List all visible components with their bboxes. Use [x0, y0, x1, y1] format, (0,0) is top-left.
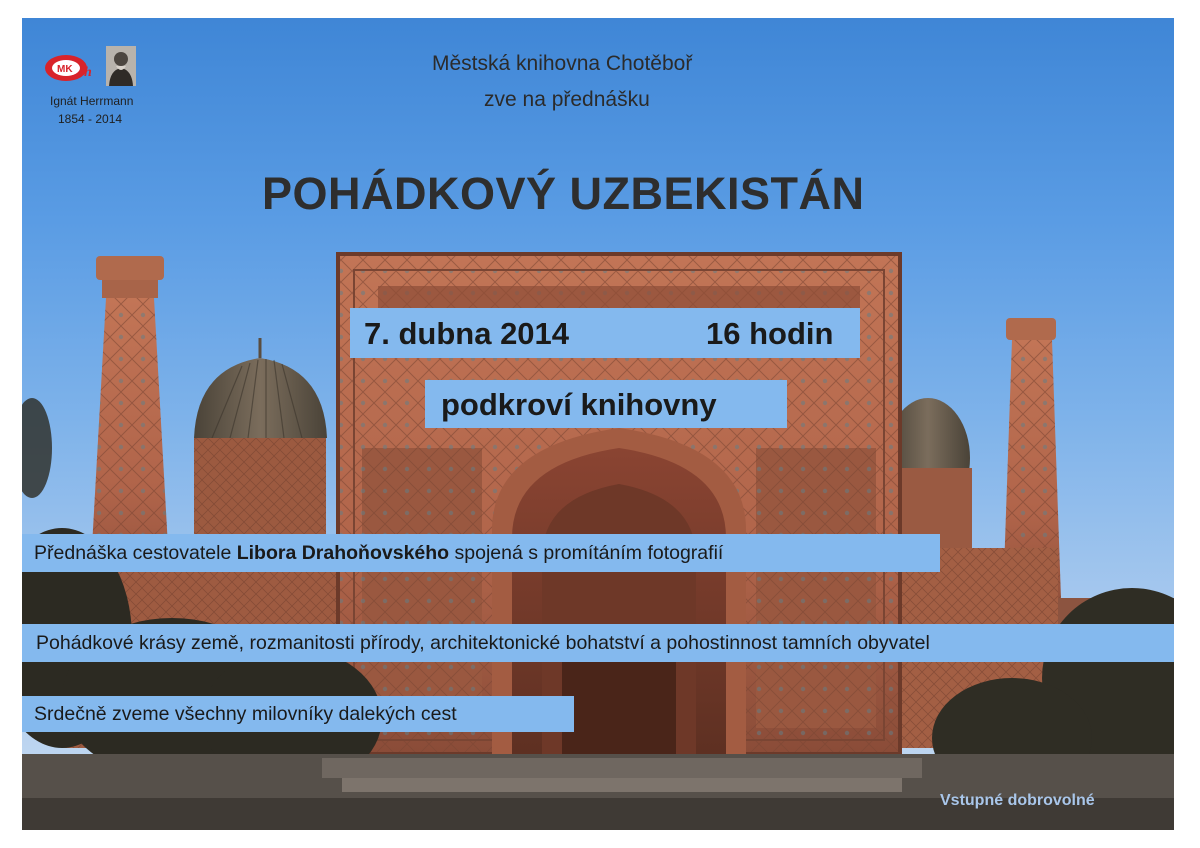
poster-title: POHÁDKOVÝ UZBEKISTÁN	[262, 168, 865, 219]
lecture-rest: spojená s promítáním fotografií	[454, 542, 724, 564]
entry-fee-note: Vstupné dobrovolné	[940, 792, 1095, 809]
description-line: Pohádkové krásy země, rozmanitosti přírody, architektonické bohatství a pohostinnost tamních obyvatel	[36, 632, 930, 654]
library-name: Městská knihovna Chotěboř	[432, 52, 693, 75]
event-date: 7. dubna 2014	[364, 316, 570, 351]
svg-text:h: h	[84, 65, 92, 80]
poster	[22, 18, 1174, 830]
date-time-band	[350, 308, 860, 358]
patron-years: 1854 - 2014	[58, 112, 123, 126]
patron-name: Ignát Herrmann	[50, 94, 134, 108]
patron-logo	[44, 46, 136, 90]
welcome-line: Srdečně zveme všechny milovníky dalekých cest	[34, 703, 457, 725]
left-dome	[194, 338, 327, 548]
event-place: podkroví knihovny	[441, 387, 717, 422]
place-band	[425, 380, 787, 428]
description-band	[22, 624, 1174, 662]
lecturer-name: Libora Drahoňovského	[236, 542, 450, 564]
welcome-band	[22, 696, 574, 732]
invitation-text: zve na přednášku	[484, 88, 650, 111]
event-time: 16 hodin	[706, 316, 834, 351]
svg-text:MK: MK	[57, 64, 73, 75]
portrait-icon	[106, 46, 136, 86]
lecture-intro: Přednáška cestovatele	[34, 542, 232, 564]
lecture-line	[34, 542, 723, 565]
lecture-band	[22, 534, 940, 572]
